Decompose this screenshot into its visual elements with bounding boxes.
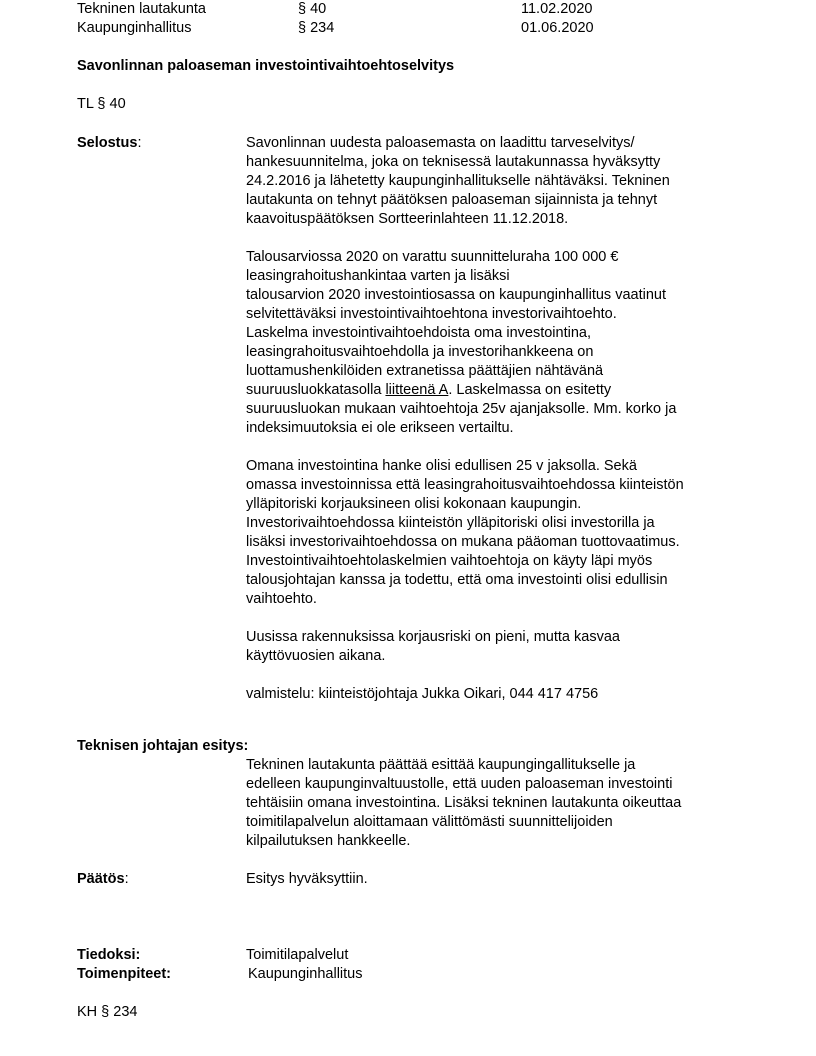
proposal-label: Teknisen johtajan esitys: <box>77 738 249 754</box>
decision-label <box>77 870 129 889</box>
tl-reference: TL § 40 <box>77 96 126 112</box>
toimenpiteet-label: Toimenpiteet: <box>77 966 171 982</box>
selostus-paragraph-5: valmistelu: kiinteistöjohtaja Jukka Oikari, 044 417 4756 <box>246 686 599 702</box>
header-section-1: § 40 <box>298 1 327 17</box>
tiedoksi-label: Tiedoksi: <box>77 947 141 963</box>
selostus-paragraph-1: Savonlinnan uudesta paloasemasta on laadittu tarveselvitys/ hankesuunnitelma, joka on teknisessä lautakunnassa hyväksytty 24.2.2016 ja lähetetty kaupunginhallitukselle nähtäväksi. Tekninen lautakunta on tehnyt päätöksen paloaseman sijainnista ja tehnyt kaavoituspäätöksen Sortteerinlahteen 11.12.2018. <box>246 135 670 227</box>
header-body-1: Tekninen lautakunta <box>77 1 206 17</box>
selostus-label-colon: : <box>137 135 142 151</box>
selostus-body <box>246 134 746 723</box>
selostus-paragraph-2 <box>246 248 746 438</box>
header-date-2: 01.06.2020 <box>521 20 594 36</box>
budget-text-after: . Laskelmassa on esitetty suuruusluokan mukaan vaihtoehtoja 25v ajanjaksolle. Mm. korko ja indeksimuutoksia ei ole erikseen vertailtu. <box>246 382 677 436</box>
selostus-label <box>77 134 141 153</box>
header-body-2: Kaupunginhallitus <box>77 20 192 36</box>
decision-label-colon: : <box>124 871 129 887</box>
attachment-link[interactable]: liitteenä A <box>385 382 449 398</box>
tiedoksi-value: Toimitilapalvelut <box>246 947 349 963</box>
decision-label-text: Päätös <box>77 871 125 887</box>
toimenpiteet-value: Kaupunginhallitus <box>248 966 363 982</box>
proposal-body <box>246 756 746 870</box>
header-date-1: 11.02.2020 <box>521 1 593 17</box>
document-title: Savonlinnan paloaseman investointivaihtoehtoselvitys <box>77 58 455 74</box>
selostus-label-text: Selostus <box>77 135 138 151</box>
proposal-text: Tekninen lautakunta päättää esittää kaupungingallitukselle ja edelleen kaupunginvaltuustolle, että uuden paloaseman investointi tehtäisiin omana investointina. Lisäksi tekninen lautakunta oikeuttaa toimitilapalvelun aloittamaan välittömästi suunnittelijoiden kilpailutuksen hankkeelle. <box>246 757 682 849</box>
budget-text-before: Talousarviossa 2020 on varattu suunnitteluraha 100 000 € leasingrahoitushankintaa varten ja lisäksi talousarvion 2020 investointiosassa on kaupunginhallitus vaatinut selvitettäväksi investointivaihtoehtona investorivaihtoehto. Laskelma investointivaihtoehdoista oma investointina, leasingrahoitusvaihtoehdolla ja investorihankkeena on luottamushenkilöiden extranetissa päättäjien nähtävänä suuruusluokkatasolla <box>246 249 666 398</box>
selostus-paragraph-4: Uusissa rakennuksissa korjausriski on pieni, mutta kasvaa käyttövuosien aikana. <box>246 629 620 664</box>
header-section-2: § 234 <box>298 20 335 36</box>
decision-text: Esitys hyväksyttiin. <box>246 871 368 887</box>
selostus-paragraph-3: Omana investointina hanke olisi edullisen 25 v jaksolla. Sekä omassa investoinnissa että leasingrahoitusvaihtoehdossa kiinteistön ylläpitoriski korjauksineen olisi kokonaan kaupungin. Investorivaihtoehdossa kiinteistön ylläpitoriski olisi investorilla ja lisäksi investorivaihtoehdossa on mukana pääoman tuottovaatimus. Investointivaihtoehtolaskelmien vaihtoehtoja on käyty läpi myös talousjohtajan kanssa ja todettu, että oma investointi olisi edullisin vaihtoehto. <box>246 458 684 607</box>
kh-reference: KH § 234 <box>77 1004 138 1020</box>
